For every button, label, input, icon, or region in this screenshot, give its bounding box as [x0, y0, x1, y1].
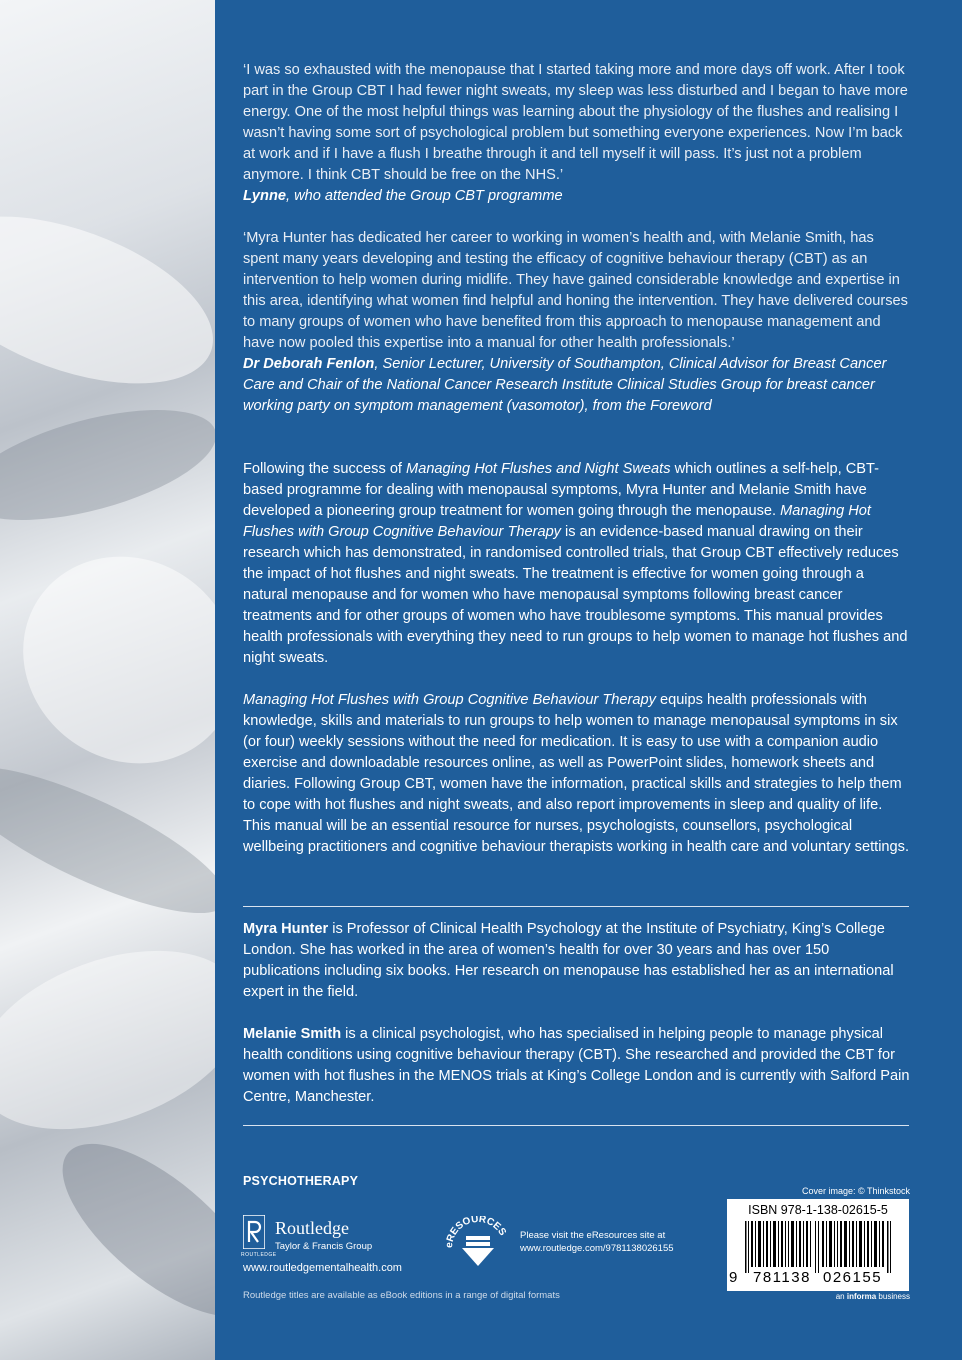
book-description	[243, 459, 910, 858]
routledge-r-icon	[243, 1215, 265, 1249]
eresources-badge-text: eRESOURCES	[444, 1216, 508, 1249]
description-paragraph: Managing Hot Flushes with Group Cognitive Behaviour Therapy equips health professionals with knowledge, skills and materials to run groups to help women to manage menopausal symptoms in six (or four) weekly sessions without the need for medication. It is easy to use with a companion audio exercise and downloadable resources online, as well as PowerPoint slides, homework sheets and diaries. Following Group CBT, women have the information, practical skills and strategies to help them to cope with hot flushes and night sweats, and also report improvements in sleep and quality of life. This manual will be an essential resource for nurses, psychologists, counsellors, psychological wellbeing practitioners and cognitive behaviour therapists working in health care and voluntary settings.	[243, 692, 910, 855]
section-divider	[243, 1125, 909, 1126]
quote-author: Lynne	[243, 188, 286, 204]
isbn-barcode-box	[727, 1199, 909, 1291]
sheet-fold-shadow	[0, 740, 215, 939]
routledge-logo	[241, 1215, 403, 1258]
author-name: Melanie Smith	[243, 1026, 342, 1042]
quote-affiliation: , Senior Lecturer, University of Southampton, Clinical Advisor for Breast Cancer Care and Chair of the National Cancer Research Institute Clinical Studies Group for breast cancer working party on symptom management (vasomotor), from the Foreword	[243, 356, 887, 414]
subject-category: PSYCHOTHERAPY	[243, 1174, 359, 1188]
informa-business-mark: an informa business	[835, 1292, 910, 1301]
cover-photo-bedsheets	[0, 0, 215, 1360]
barcode-digits-right: 026155	[823, 1269, 883, 1286]
back-cover-panel	[215, 0, 962, 1360]
publisher-group: Taylor & Francis Group	[275, 1241, 373, 1252]
description-paragraph: Following the success of Managing Hot Flushes and Night Sweats which outlines a self-help, CBT-based programme for dealing with menopausal symptoms, Myra Hunter and Melanie Smith have developed a pioneering group treatment for women going through the menopause. Managing Hot Flushes with Group Cognitive Behaviour Therapy is an evidence-based manual drawing on their research which has demonstrated, in randomised controlled trials, that Group CBT effectively reduces the impact of hot flushes and night sweats. The treatment is effective for women going through a natural menopause and for women who have menopausal symptoms following breast cancer treatments and for other groups of women who have troublesome symptoms. This manual provides health professionals with everything they need to run groups to help women to manage hot flushes and night sweats.	[243, 461, 908, 666]
book-title-reference: Managing Hot Flushes with Group Cognitive Behaviour Therapy	[243, 692, 656, 708]
author-bios	[243, 919, 910, 1108]
barcode-digits-left: 781138	[753, 1269, 811, 1286]
eresources-notice	[520, 1229, 674, 1255]
author-bio: Melanie Smith is a clinical psychologist, who has specialised in helping people to manage physical health conditions using cognitive behaviour therapy (CBT). She researched and provided the CBT for women with hot flushes in the MENOS trials at King’s College London and is currently with Salford Pain Centre, Manchester.	[243, 1026, 910, 1105]
barcode-digit-prefix: 9	[729, 1269, 738, 1286]
section-divider	[243, 906, 909, 907]
publisher-url[interactable]: www.routledgementalhealth.com	[243, 1262, 402, 1274]
book-title-reference: Managing Hot Flushes with Group Cognitive Behaviour Therapy	[243, 503, 871, 540]
cover-image-credit: Cover image: © Thinkstock	[801, 1186, 910, 1196]
eresources-url[interactable]: www.routledge.com/9781138026155	[520, 1243, 674, 1254]
eresources-arrow-icon	[444, 1216, 512, 1276]
publisher-name: Routledge	[275, 1218, 349, 1238]
foreword-quote	[243, 228, 910, 417]
sheet-fold-shadow	[36, 1115, 215, 1346]
book-title-reference: Managing Hot Flushes and Night Sweats	[406, 461, 671, 477]
sheet-fold-shadow	[0, 388, 215, 542]
sheet-fold-highlight	[0, 183, 215, 417]
author-bio: Myra Hunter is Professor of Clinical Health Psychology at the Institute of Psychiatry, King’s College London. She has worked in the area of women’s health for over 30 years and has over 150 publications including six books. Her research on menopause has established her as an international expert in the field.	[243, 921, 894, 1000]
ebook-note: Routledge titles are available as eBook editions in a range of digital formats	[243, 1290, 560, 1301]
routledge-side-text: ROUTLEDGE	[241, 1252, 277, 1258]
informa-brand: informa	[846, 1292, 877, 1301]
reader-quote	[243, 60, 910, 207]
quote-author: Dr Deborah Fenlon	[243, 356, 375, 372]
barcode-graphic	[735, 1221, 901, 1273]
sheet-fold-highlight	[0, 515, 215, 805]
author-name: Myra Hunter	[243, 921, 329, 937]
isbn-number: ISBN 978-1-138-02615-5	[748, 1203, 888, 1217]
eresources-badge	[444, 1216, 512, 1276]
quote-text: ‘I was so exhausted with the menopause that I started taking more and more days off work. After I took part in the Group CBT I had fewer night sweats, my sleep was less disturbed and I began to have more energy. One of the most helpful things was learning about the physiology of the flushes and realising I wasn’t having some sort of psychological problem but something everyone experiences. Now I’m back at work and if I have a flush I breathe through it and tell myself it will pass. It’s just not a problem anymore. I think CBT should be free on the NHS.’	[243, 62, 908, 183]
quote-text: ‘Myra Hunter has dedicated her career to working in women’s health and, with Melanie Smith, has spent many years developing and testing the efficacy of cognitive behaviour therapy (CBT) as an intervention to help women during midlife. They have gained considerable knowledge and expertise in this area, identifying what women find helpful and honing the intervention. They have delivered courses to many groups of women who have benefited from this approach to menopause management and have now pooled this expertise into a manual for other health professionals.’	[243, 230, 908, 351]
quote-affiliation: , who attended the Group CBT programme	[285, 188, 563, 204]
sheet-fold-highlight	[0, 917, 215, 1163]
eresources-notice-text: Please visit the eResources site at	[520, 1230, 666, 1241]
